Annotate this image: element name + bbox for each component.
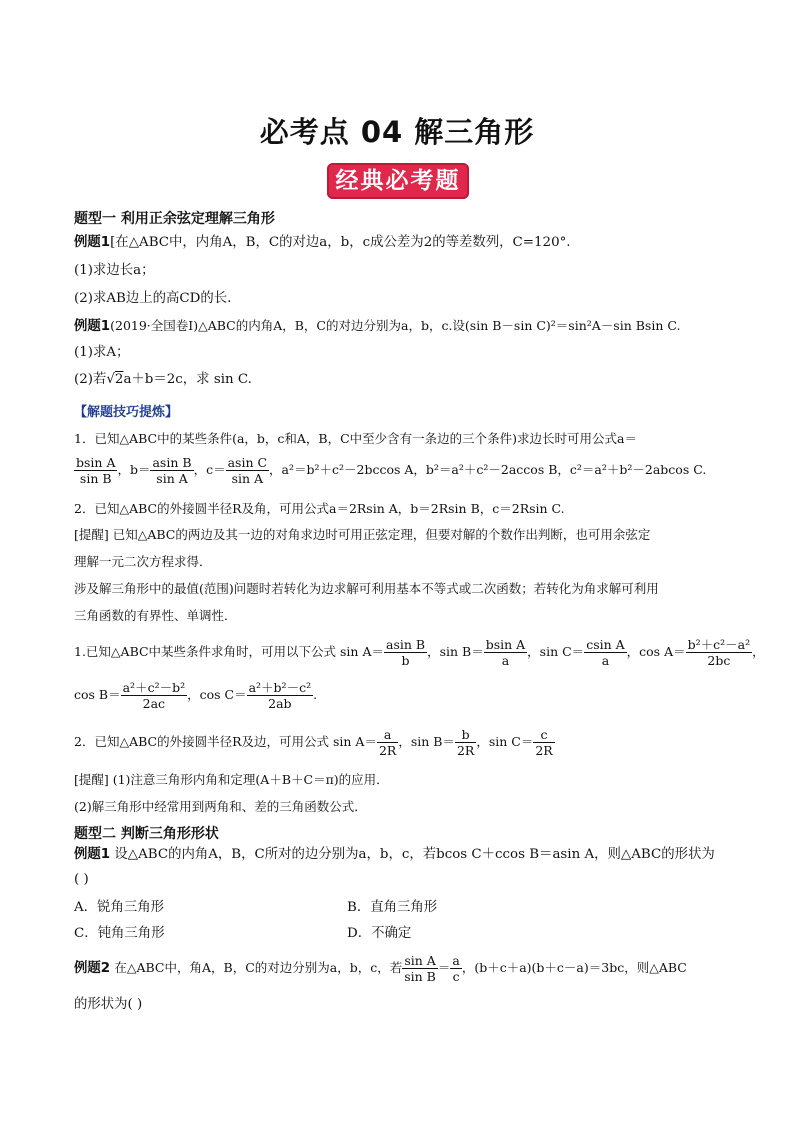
section-badge: 经典必考题: [327, 163, 469, 199]
example-1: [74, 234, 571, 252]
example-label: 例题2: [74, 961, 111, 976]
question-1: (1)求A；: [74, 345, 130, 360]
fraction: $\frac{\text{sin A}}{\text{sin B}}$: [404, 953, 436, 984]
fraction: $\frac{b}{2R}$: [456, 727, 475, 758]
fraction: $\frac{a}{2R}$: [378, 727, 397, 758]
fraction: $\frac{c}{2R}$: [535, 727, 553, 758]
option-a: A．锐角三角形: [74, 900, 165, 915]
option-d: D．不确定: [347, 926, 412, 941]
fraction: $\frac{\text{bsin A}}{\text{sin B}}$: [76, 455, 116, 486]
example-2: 例题2 在△ABC中，角A，B，C的对边分别为a，b，c，若 $\frac{\text{sin A}}{\text{sin B}}$ ＝ $\frac{a}{c}$ ，(b＋c＋a)(b＋c－a)＝3bc，则△ABC: [74, 953, 687, 984]
fraction: $\frac{a}{c}$: [452, 953, 460, 984]
tip-4: 2．已知△ABC的外接圆半径R及边，可用公式 sin A＝ $\frac{a}{2R}$ ，sin B＝ $\frac{b}{2R}$ ，sin C＝ $\frac{c}{2R}$: [74, 727, 553, 758]
answer-blank: ( ): [74, 872, 89, 887]
option-b: B．直角三角形: [347, 900, 438, 915]
example-label: 例题1: [74, 235, 111, 250]
example-1: [74, 846, 715, 864]
fraction: $\frac{\text{csin A}}{a}$: [586, 637, 625, 668]
question-1: (1)求边长a；: [74, 263, 155, 278]
hint-2-cont: 三角函数的有界性、单调性．: [74, 608, 237, 623]
question-2: (2)若√2a＋b＝2c，求 sin C.: [74, 372, 252, 387]
example-2-cont: 的形状为( ): [74, 997, 143, 1012]
example-text: [在△ABC中，内角A，B，C的对边a，b，c成公差为2的等差数列，C=120°.: [110, 235, 571, 250]
example-text: (2019·全国卷Ⅰ)△ABC的内角A，B，C的对边分别为a，b，c.设(sin B－sin C)²＝sin²A－sin Bsin C.: [110, 318, 681, 333]
section1-heading: 题型一 利用正余弦定理解三角形: [74, 211, 275, 227]
fraction: $\frac{\text{bsin A}}{a}$: [485, 637, 526, 668]
question-2: (2)求AB边上的高CD的长．: [74, 291, 241, 306]
hint-3: [提醒] (1)注意三角形内角和定理(A＋B＋C＝π)的应用．: [74, 772, 389, 787]
page-title: 必考点 04 解三角形: [259, 115, 535, 149]
tip-1-line: 1．已知△ABC中的某些条件(a，b，c和A，B，C中至少含有一条边的三个条件)求边长时可用公式a＝: [74, 431, 638, 446]
tips-heading: 【解题技巧提炼】: [74, 405, 179, 420]
option-c: C．钝角三角形: [74, 926, 165, 941]
hint-1: [提醒] 已知△ABC的两边及其一边的对角求边时可用正弦定理，但要对解的个数作出判断，也可用余弦定: [74, 527, 651, 542]
hint-4: (2)解三角形中经常用到两角和、差的三角函数公式．: [74, 799, 367, 814]
section2-heading: 题型二 判断三角形形状: [74, 826, 219, 842]
example-label: 例题1: [74, 847, 111, 862]
example-2: [74, 317, 680, 336]
tip-1-formulas: $\frac{\text{bsin A}}{\text{sin B}}$ ，b＝ $\frac{\text{asin B}}{\text{sin A}}$ ，c＝ $\frac{\text{asin C}}{\text{sin A}}$ ，a²＝b²＋c²－2bccos A，b²＝a²＋c²－2accos B，c²＝a²＋b²－2abcos C.: [76, 455, 707, 486]
hint-2: 涉及解三角形中的最值(范围)问题时若转化为边求解可利用基本不等式或二次函数；若转化为角求解可利用: [74, 581, 659, 596]
example-text: 设△ABC的内角A，B，C所对的边分别为a，b，c，若bcos C＋ccos B＝asin A，则△ABC的形状为: [114, 847, 715, 862]
tip-2: 2．已知△ABC的外接圆半径R及角，可用公式a＝2Rsin A，b＝2Rsin B，c＝2Rsin C.: [74, 501, 565, 516]
sqrt-2-symbol: √2: [106, 372, 124, 387]
fraction: $\frac{\text{asin B}}{b}$: [386, 637, 426, 668]
example-label: 例题1: [74, 319, 111, 334]
fraction: $\frac{\text{a²＋b²－c²}}{2ab}$: [248, 680, 312, 711]
fraction: $\frac{\text{asin C}}{\text{sin A}}$: [227, 455, 268, 486]
fraction: $\frac{\text{a²＋c²－b²}}{2ac}$: [122, 680, 186, 711]
fraction: $\frac{\text{b²＋c²－a²}}{2bc}$: [687, 637, 751, 668]
fraction: $\frac{\text{asin B}}{\text{sin A}}$: [152, 455, 192, 486]
tip-3-cont: cos B＝ $\frac{\text{a²＋c²－b²}}{2ac}$ ，cos C＝ $\frac{\text{a²＋b²－c²}}{2ab}$ .: [74, 680, 318, 711]
hint-1-cont: 理解一元二次方程求得．: [74, 554, 212, 569]
tip-3-line: 1.已知△ABC中某些条件求角时，可用以下公式 sin A＝ $\frac{\text{asin B}}{b}$ ，sin B＝ $\frac{\text{bsin A}}{a}$ ，sin C＝ $\frac{\text{csin A}}{a}$ ，cos A＝ $\frac{\text{b²＋c²－a²}}{2bc}$ ，: [74, 637, 765, 668]
